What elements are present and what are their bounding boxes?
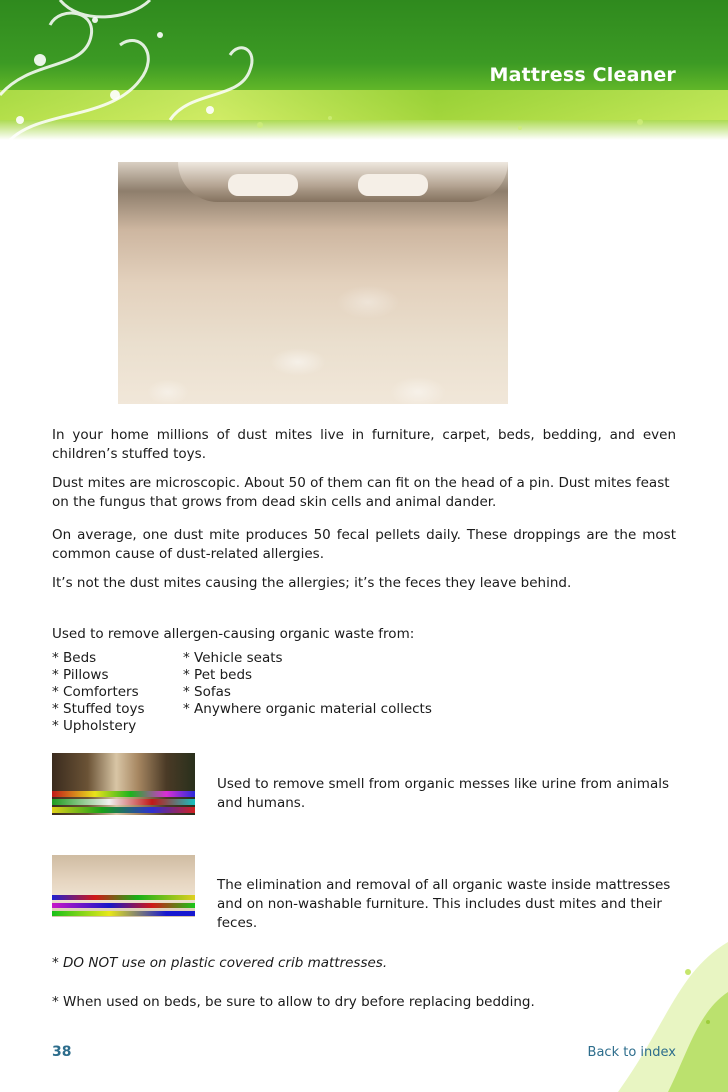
- list-item: * Beds: [52, 650, 97, 666]
- intro-paragraph-1: In your home millions of dust mites live in furniture, carpet, beds, bedding, and even children’s stuffed toys.: [52, 427, 676, 462]
- uses-heading: Used to remove allergen-causing organic waste from:: [52, 626, 415, 642]
- list-item: * Anywhere organic material collects: [183, 701, 432, 717]
- page-number: 38: [52, 1044, 72, 1060]
- feature-text-mattress: The elimination and removal of all organic waste inside mattresses and on non-washable furniture. This includes dust mites and their feces.: [217, 877, 671, 931]
- uses-list-left: [52, 650, 145, 735]
- mattress-thumbnail: [52, 855, 195, 917]
- pet-photo-thumbnail: [52, 753, 195, 815]
- feature-text-odor: Used to remove smell from organic messes like urine from animals and humans.: [217, 776, 669, 811]
- list-item: * Pet beds: [183, 667, 253, 683]
- pillow-shape: [358, 174, 428, 196]
- intro-paragraph-4: It’s not the dust mites causing the allergies; it’s the feces they leave behind.: [52, 575, 572, 591]
- corner-leaf-decoration: [558, 932, 728, 1092]
- list-item: * Stuffed toys: [52, 701, 145, 717]
- list-item: * Pillows: [52, 667, 109, 683]
- back-to-index-link[interactable]: Back to index: [587, 1045, 676, 1060]
- warning-note: * DO NOT use on plastic covered crib mattresses.: [52, 955, 388, 971]
- uses-list-right: [183, 650, 432, 718]
- list-item: * Vehicle seats: [183, 650, 283, 666]
- intro-paragraph-2: Dust mites are microscopic. About 50 of them can fit on the head of a pin. Dust mites feast on the fungus that grows from dead skin cells and animal dander.: [52, 475, 670, 510]
- header-banner: [0, 0, 728, 140]
- mattress-photo: [118, 162, 508, 404]
- drying-note: * When used on beds, be sure to allow to dry before replacing bedding.: [52, 994, 535, 1010]
- intro-paragraph-3: On average, one dust mite produces 50 fecal pellets daily. These droppings are the most common cause of dust-related allergies.: [52, 527, 676, 562]
- list-item: * Sofas: [183, 684, 231, 700]
- list-item: * Upholstery: [52, 718, 137, 734]
- pillow-shape: [228, 174, 298, 196]
- list-item: * Comforters: [52, 684, 139, 700]
- page-title: Mattress Cleaner: [489, 64, 676, 86]
